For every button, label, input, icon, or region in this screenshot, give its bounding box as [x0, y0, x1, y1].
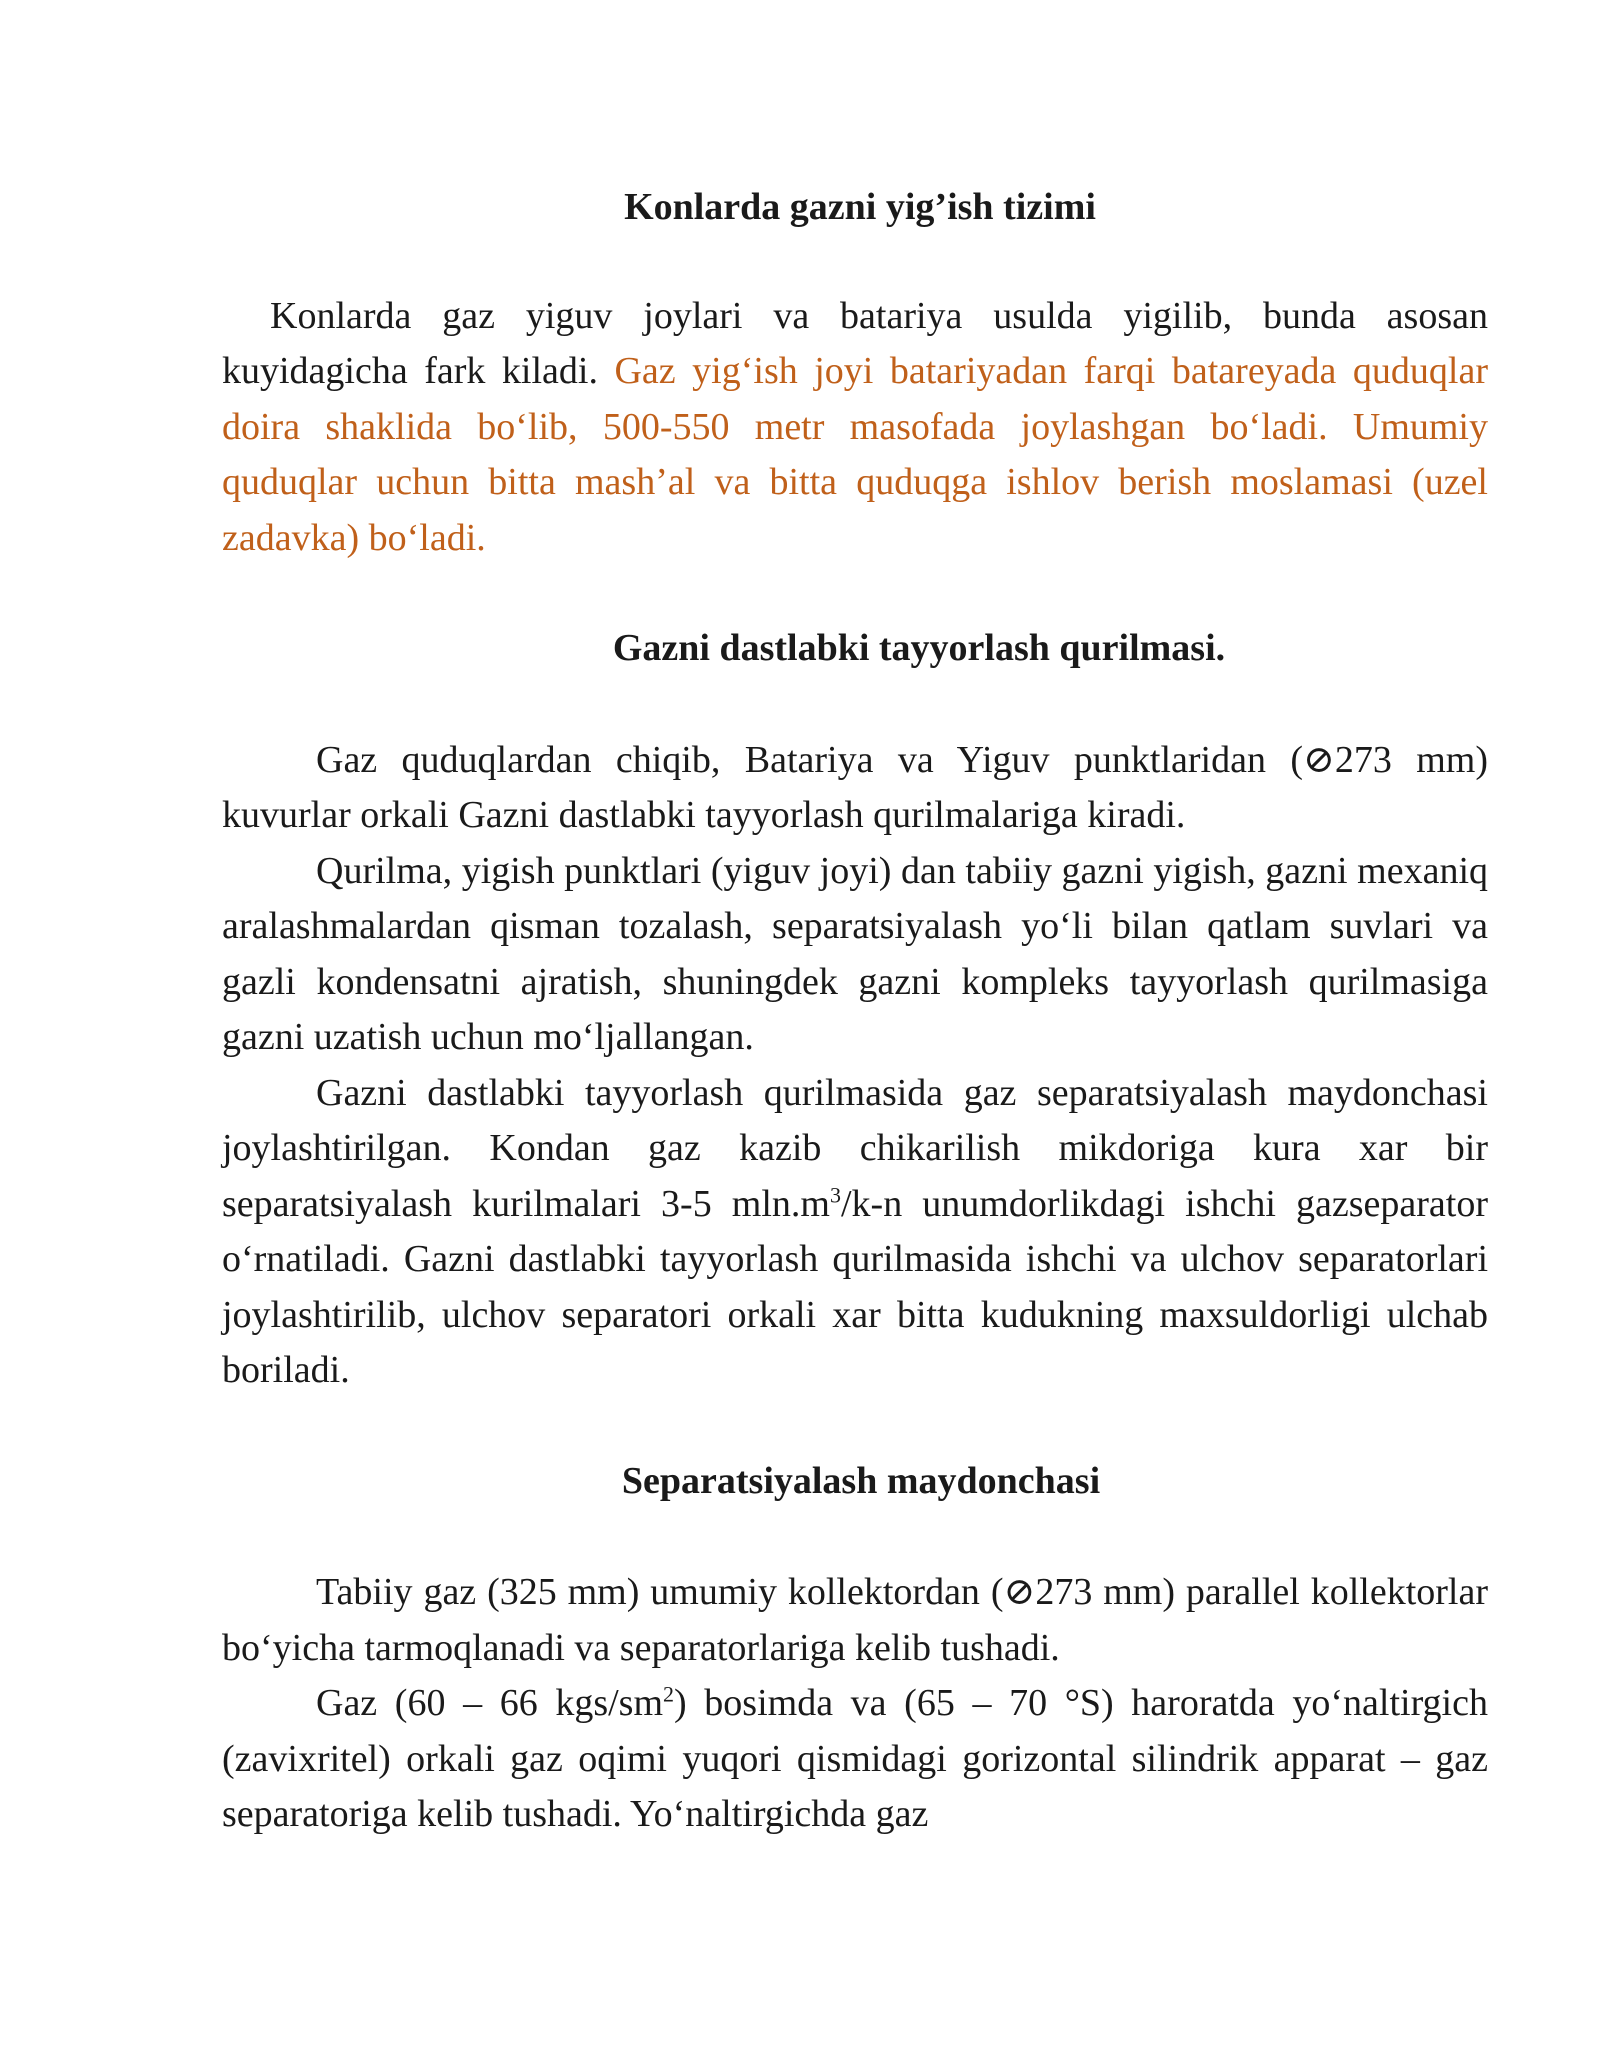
section-title-preliminary-treatment: Gazni dastlabki tayyorlash qurilmasi. — [612, 627, 1226, 669]
paragraph-gas-entry: Gaz quduqlardan chiqib, Batariya va Yiguv punktlaridan (⊘273 mm) kuvurlar orkali Gazni dastlabki tayyorlash qurilmalariga kiradi. — [222, 738, 1488, 836]
paragraph-pressure-temperature — [222, 1676, 1488, 1843]
paragraph-text: Gazni dastlabki tayyorlash qurilmasida gaz separatsiyalash maydonchasi joylashtirilgan. Kondan gaz kazib chikarilish mikdoriga kura xar bir separatsiyalash kurilmalari 3-5 mln.m — [222, 1071, 1488, 1225]
paragraph-text: Gaz (60 – 66 kgs/sm — [316, 1682, 664, 1724]
paragraph-text: ) bosimda va (65 – 70 °S) haroratda yo‘naltirgich (zavixritel) orkali gaz oqimi yuqori qismidagi gorizontal silindrik apparat – gaz separatoriga kelib tushadi. Yo‘naltirgichda gaz — [222, 1682, 1488, 1835]
paragraph-gas-collection — [222, 289, 1488, 567]
document-page — [222, 180, 1488, 1843]
section-title-separation-site: Separatsiyalash maydonchasi — [621, 1459, 1101, 1502]
highlighted-text: Gaz yig‘ish joyi batariyadan farqi batareyada quduqlar doira shaklida bo‘lib, 500-550 metr masofada joylashgan bo‘ladi. Umumiy quduqlar uchun bitta mash’al va bitta quduqga ishlov berish moslamasi (uzel zadavka) bo‘ladi. — [222, 350, 1489, 559]
paragraph-separation-site — [222, 1066, 1488, 1399]
superscript: 3 — [829, 1181, 841, 1207]
section-title-gas-collection: Konlarda gazni yig’ish tizimi — [624, 186, 1096, 228]
paragraph-text: /k-n unumdorlikdagi ishchi gazseparator o‘rnatiladi. Gazni dastlabki tayyorlash qurilmasida ishchi va ulchov separatorlari joylashtirilib, ulchov separatori orkali xar bitta kudukning maxsuldorligi ulchab boriladi. — [222, 1182, 1488, 1391]
paragraph-text: Konlarda gaz yiguv joylari va batariya usulda yigilib, bunda asosan kuyidagicha fark kiladi. — [222, 294, 1488, 392]
superscript: 2 — [663, 1681, 675, 1707]
paragraph-collector: Tabiiy gaz (325 mm) umumiy kollektordan (⊘273 mm) parallel kollektorlar bo‘yicha tarmoqlanadi va separatorlariga kelib tushadi. — [222, 1571, 1488, 1669]
paragraph-installation-purpose: Qurilma, yigish punktlari (yiguv joyi) dan tabiiy gazni yigish, gazni mexaniq aralashmalardan qisman tozalash, separatsiyalash yo‘li bilan qatlam suvlari va gazli kondensatni ajratish, shuningdek gazni kompleks tayyorlash qurilmasiga gazni uzatish uchun mo‘ljallangan. — [222, 849, 1488, 1058]
